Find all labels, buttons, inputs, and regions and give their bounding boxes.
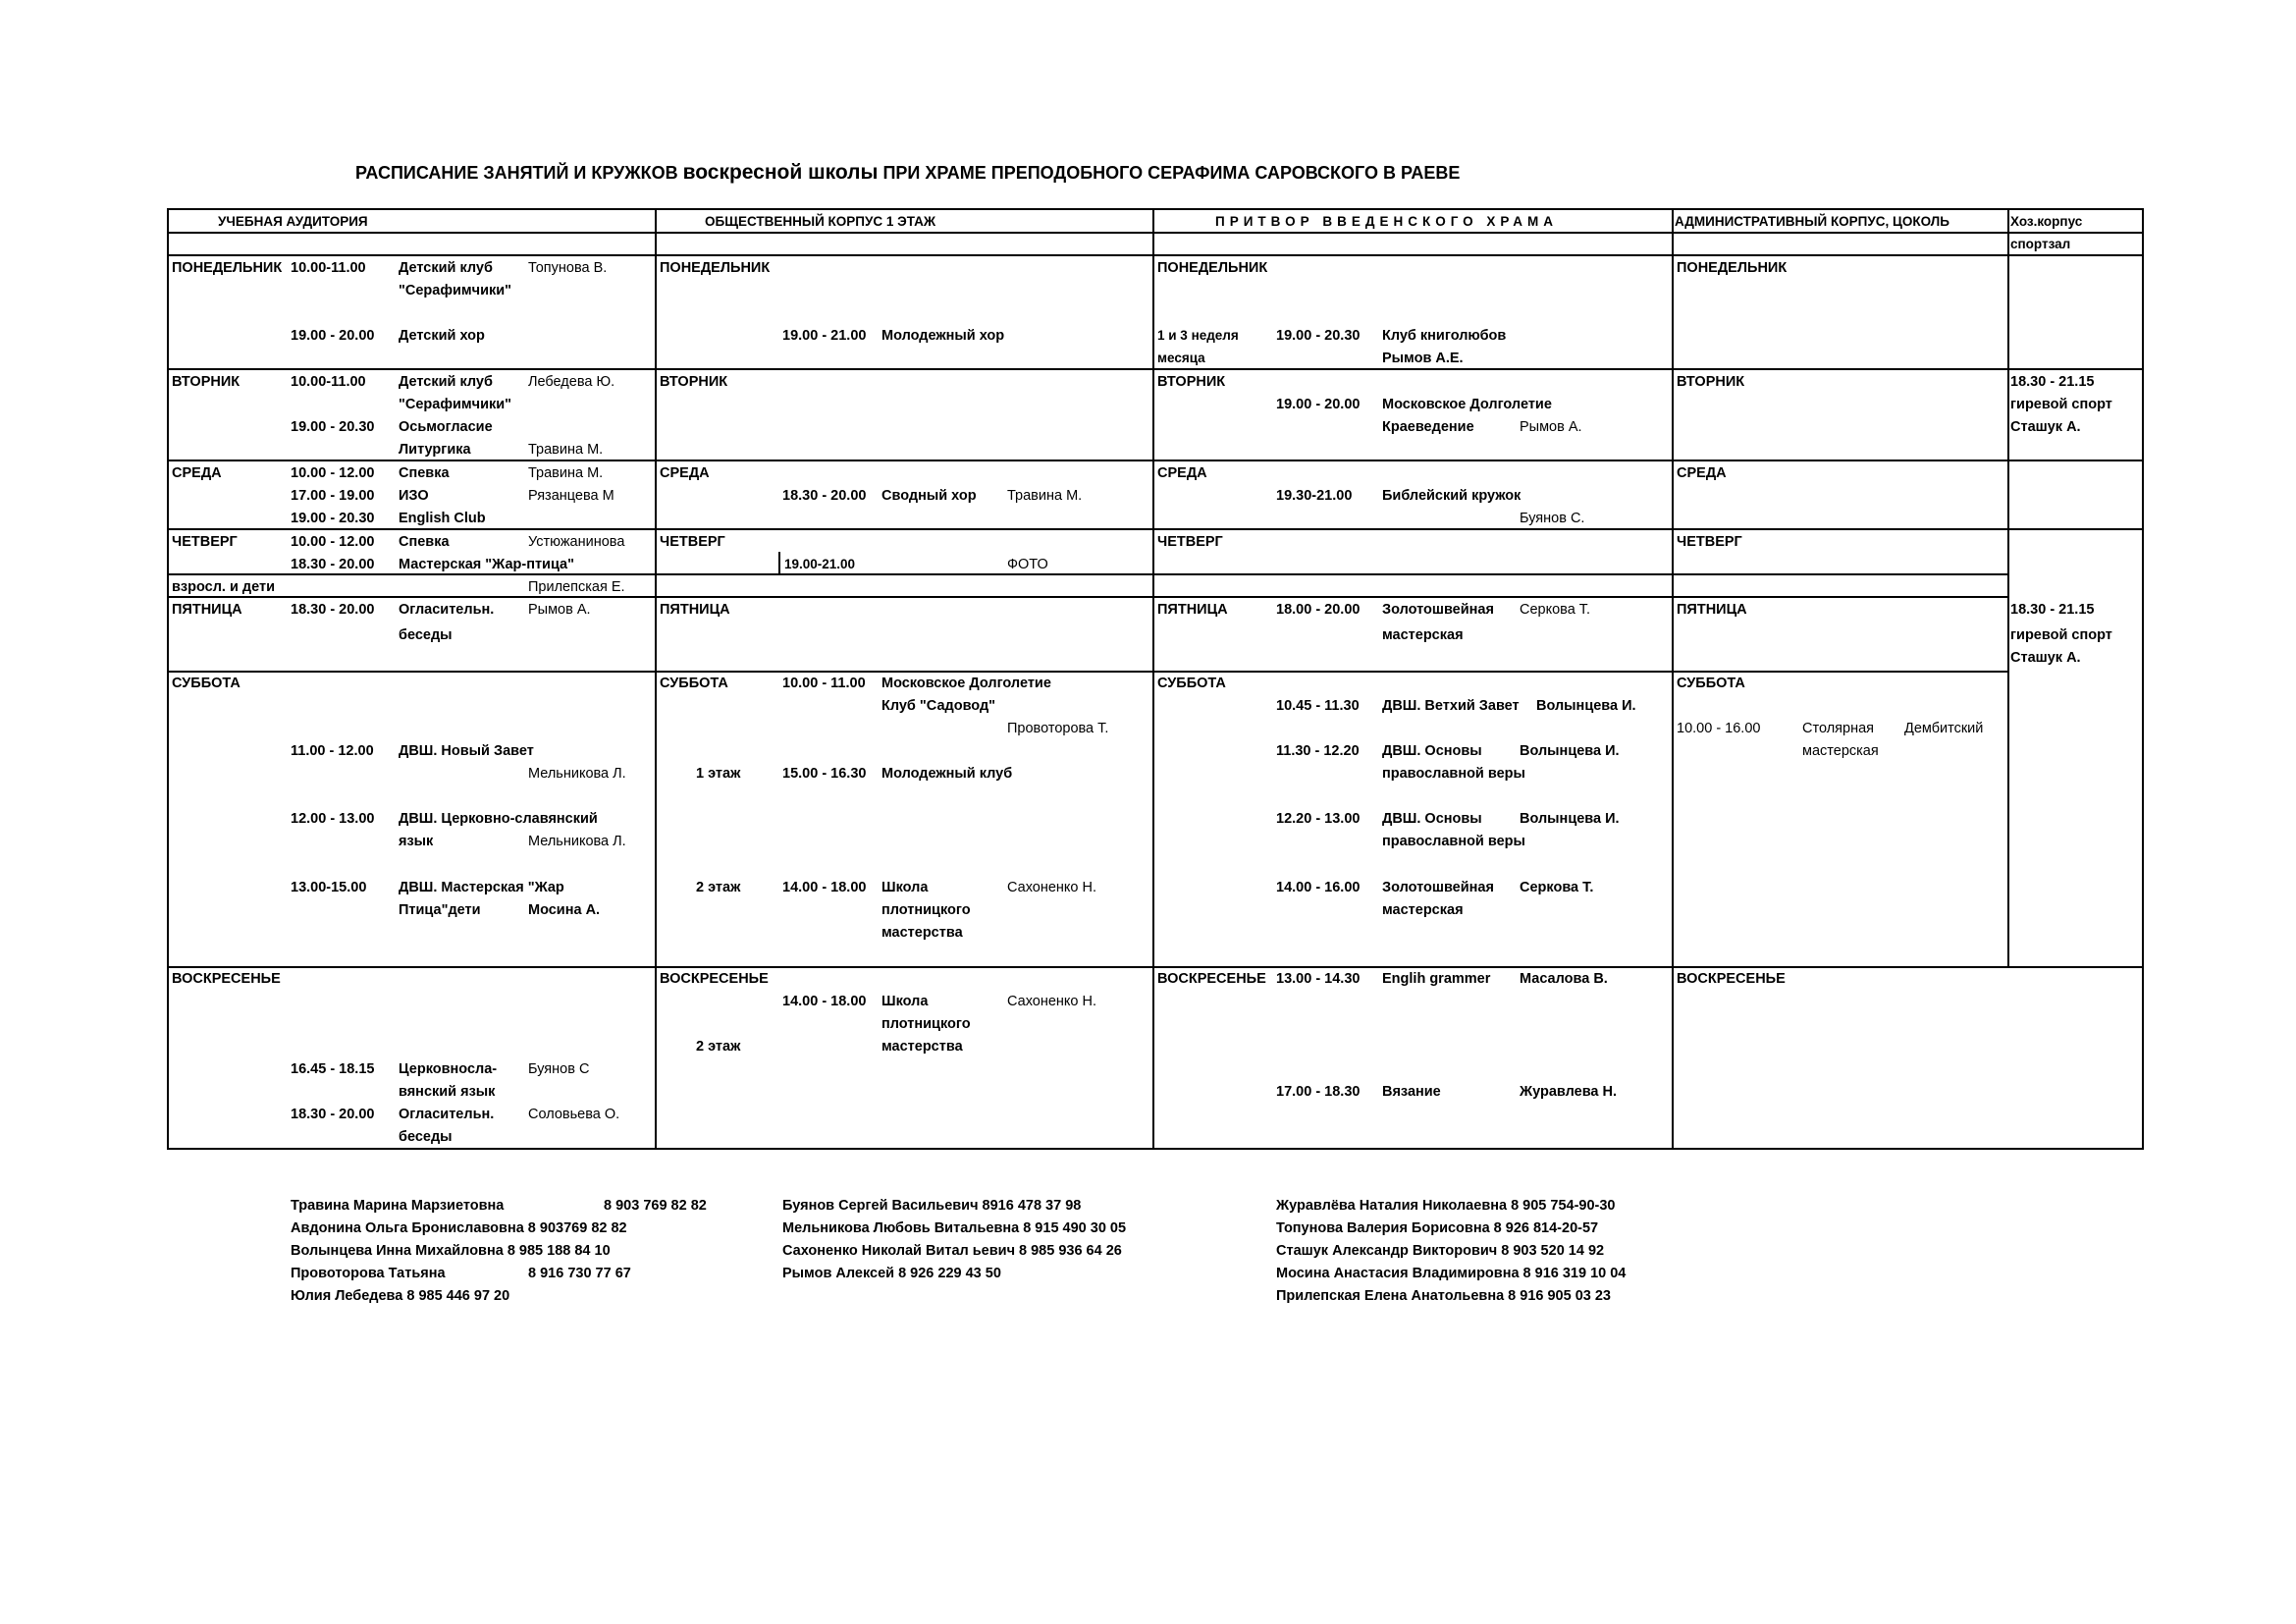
contact-line: Мосина Анастасия Владимировна 8 916 319 10 04 xyxy=(1276,1266,1627,1281)
activity: Огласительн. xyxy=(399,602,495,618)
teacher: Журавлева Н. xyxy=(1520,1084,1618,1100)
activity: Клуб "Садовод" xyxy=(881,698,996,714)
activity: ДВШ. Церковно-славянский xyxy=(399,811,598,827)
activity: ДВШ. Основы xyxy=(1382,743,1482,759)
time: 10.00 - 12.00 xyxy=(291,465,375,481)
activity: беседы xyxy=(399,627,453,643)
time: 12.00 - 13.00 xyxy=(291,811,375,827)
time: 19.00 - 20.30 xyxy=(291,511,375,526)
time: 13.00-15.00 xyxy=(291,880,367,895)
contact-line: Сташук Александр Викторович 8 903 520 14 92 xyxy=(1276,1243,1605,1259)
time: 19.00 - 20.00 xyxy=(1276,397,1361,412)
day-label-monday: ПОНЕДЕЛЬНИК xyxy=(1677,260,1788,276)
contact-line: Мельникова Любовь Витальевна 8 915 490 30 05 xyxy=(782,1220,1127,1236)
activity: ДВШ. Новый Завет xyxy=(399,743,534,759)
activity: мастерская xyxy=(1382,627,1464,643)
time: 18.30 - 20.00 xyxy=(291,602,375,618)
header-col-auditorium: УЧЕБНАЯ АУДИТОРИЯ xyxy=(218,214,368,229)
activity: Спевка xyxy=(399,465,450,481)
teacher: Масалова В. xyxy=(1520,971,1608,987)
teacher: Прилепская Е. xyxy=(528,579,625,595)
activity: Осьмогласие xyxy=(399,419,493,435)
teacher: Сташук А. xyxy=(2010,650,2081,666)
day-label-tuesday: ВТОРНИК xyxy=(1677,374,1745,390)
teacher: Мельникова Л. xyxy=(528,834,626,849)
activity: Школа xyxy=(881,994,929,1009)
activity: плотницкого xyxy=(881,1016,971,1032)
time: 15.00 - 16.30 xyxy=(782,766,867,782)
grid-hline xyxy=(167,368,2144,370)
time: 18.30 - 20.00 xyxy=(291,557,375,572)
activity: Московское Долголетие xyxy=(1382,397,1552,412)
activity: Молодежный хор xyxy=(881,328,1005,344)
time: 17.00 - 18.30 xyxy=(1276,1084,1361,1100)
header-col-narthex: ПРИТВОР ВВЕДЕНСКОГО ХРАМА xyxy=(1215,214,1558,229)
header-col-utility-building: Хоз.корпус xyxy=(2010,214,2083,229)
day-label-thursday: ЧЕТВЕРГ xyxy=(1157,534,1223,550)
day-label-saturday: СУББОТА xyxy=(172,676,240,691)
teacher: Соловьева О. xyxy=(528,1107,620,1122)
activity: ИЗО xyxy=(399,488,429,504)
teacher: Мельникова Л. xyxy=(528,766,626,782)
activity: ДВШ. Ветхий Завет xyxy=(1382,698,1520,714)
teacher: Травина М. xyxy=(1007,488,1083,504)
activity: православной веры xyxy=(1382,766,1525,782)
contact-line: Сахоненко Николай Витал ьевич 8 985 936 64 26 xyxy=(782,1243,1122,1259)
time: 13.00 - 14.30 xyxy=(1276,971,1361,987)
day-label-thursday: ЧЕТВЕРГ xyxy=(172,534,238,550)
day-label-wednesday: СРЕДА xyxy=(1157,465,1207,481)
grid-hline xyxy=(167,254,2144,256)
title-part-3: ПРИ ХРАМЕ ПРЕПОДОБНОГО СЕРАФИМА САРОВСКОГО В РАЕВЕ xyxy=(878,163,1461,183)
teacher: Сахоненко Н. xyxy=(1007,994,1097,1009)
teacher: Серкова Т. xyxy=(1520,880,1594,895)
activity: Московское Долголетие xyxy=(881,676,1051,691)
day-label-friday: ПЯТНИЦА xyxy=(1157,602,1228,618)
grid-vline xyxy=(655,208,657,1149)
time: 19.30-21.00 xyxy=(1276,488,1353,504)
activity: ДВШ. Основы xyxy=(1382,811,1482,827)
grid-hline xyxy=(167,573,2007,575)
activity: Литургика xyxy=(399,442,471,458)
day-label-tuesday: ВТОРНИК xyxy=(1157,374,1226,390)
header-col-gym: спортзал xyxy=(2010,237,2071,251)
time: 10.00-11.00 xyxy=(291,260,366,276)
day-label-monday: ПОНЕДЕЛЬНИК xyxy=(1157,260,1268,276)
activity: "Серафимчики" xyxy=(399,283,512,298)
time: 12.20 - 13.00 xyxy=(1276,811,1361,827)
activity: язык xyxy=(399,834,434,849)
activity: Детский клуб xyxy=(399,374,493,390)
activity: "Серафимчики" xyxy=(399,397,512,412)
activity: мастерства xyxy=(881,1039,963,1055)
teacher: Топунова В. xyxy=(528,260,608,276)
contact-line: Топунова Валерия Борисовна 8 926 814-20-57 xyxy=(1276,1220,1599,1236)
time: 17.00 - 19.00 xyxy=(291,488,375,504)
activity: Птица"дети xyxy=(399,902,481,918)
contact-line: Прилепская Елена Анатольевна 8 916 905 03 23 xyxy=(1276,1288,1611,1304)
day-label-sunday: ВОСКРЕСЕНЬЕ xyxy=(1677,971,1786,987)
day-label-wednesday: СРЕДА xyxy=(1677,465,1727,481)
grid-vline xyxy=(167,208,169,1149)
day-label-wednesday: СРЕДА xyxy=(172,465,222,481)
floor-label: 2 этаж xyxy=(696,880,741,895)
day-label-friday: ПЯТНИЦА xyxy=(1677,602,1747,618)
activity: гиревой спорт xyxy=(2010,627,2112,643)
activity: мастерская xyxy=(1382,902,1464,918)
grid-hline xyxy=(167,460,2144,461)
teacher: Серкова Т. xyxy=(1520,602,1591,618)
activity: Краеведение xyxy=(1382,419,1474,435)
time: 11.00 - 12.00 xyxy=(291,743,374,759)
teacher: Волынцева И. xyxy=(1520,811,1620,827)
contact-line: Журавлёва Наталия Николаевна 8 905 754-90-30 xyxy=(1276,1198,1616,1214)
day-label-thursday: ЧЕТВЕРГ xyxy=(660,534,725,550)
grid-vline xyxy=(1152,208,1154,1149)
activity: Мастерская "Жар-птица" xyxy=(399,557,574,572)
activity: Вязание xyxy=(1382,1084,1441,1100)
contact-line: Рымов Алексей 8 926 229 43 50 xyxy=(782,1266,1001,1281)
teacher: Буянов С xyxy=(528,1061,590,1077)
time: 10.00 - 11.00 xyxy=(782,676,866,691)
grid-hline xyxy=(167,1148,2144,1150)
teacher: Мосина А. xyxy=(528,902,601,918)
activity: Сводный хор xyxy=(881,488,977,504)
time: 19.00 - 21.00 xyxy=(782,328,867,344)
grid-hline xyxy=(167,671,2007,673)
contact-line: Юлия Лебедева 8 985 446 97 20 xyxy=(291,1288,510,1304)
day-label-tuesday: ВТОРНИК xyxy=(172,374,240,390)
teacher: Лебедева Ю. xyxy=(528,374,615,390)
teacher: Рымов А. xyxy=(528,602,591,618)
title-part-2: воскресной школы xyxy=(682,161,879,184)
teacher: Травина М. xyxy=(528,442,604,458)
activity: Спевка xyxy=(399,534,450,550)
day-label-sunday: ВОСКРЕСЕНЬЕ xyxy=(172,971,281,987)
grid-hline xyxy=(167,596,2007,598)
contact-line: Волынцева Инна Михайловна 8 985 188 84 10 xyxy=(291,1243,611,1259)
grid-vline xyxy=(778,552,780,573)
teacher: Рязанцева М xyxy=(528,488,614,504)
activity: православной веры xyxy=(1382,834,1525,849)
teacher: Провоторова Т. xyxy=(1007,721,1109,736)
day-label-monday: ПОНЕДЕЛЬНИК xyxy=(172,260,283,276)
grid-hline xyxy=(167,966,2144,968)
header-col-admin-building: АДМИНИСТРАТИВНЫЙ КОРПУС, ЦОКОЛЬ xyxy=(1675,214,1949,229)
time: 10.00 - 12.00 xyxy=(291,534,375,550)
activity: вянский язык xyxy=(399,1084,496,1100)
time: 18.30 - 21.15 xyxy=(2010,374,2095,390)
day-label-sunday: ВОСКРЕСЕНЬЕ xyxy=(660,971,769,987)
grid-hline xyxy=(167,232,2144,234)
teacher: Буянов С. xyxy=(1520,511,1585,526)
activity: Школа xyxy=(881,880,929,895)
teacher: Сахоненко Н. xyxy=(1007,880,1097,895)
day-label-saturday: СУББОТА xyxy=(1157,676,1226,691)
day-label-friday: ПЯТНИЦА xyxy=(172,602,242,618)
day-label-saturday: СУББОТА xyxy=(660,676,728,691)
time: 19.00-21.00 xyxy=(784,557,856,571)
day-label-saturday: СУББОТА xyxy=(1677,676,1745,691)
time: 14.00 - 18.00 xyxy=(782,994,867,1009)
week-note: 1 и 3 неделя xyxy=(1157,328,1239,343)
time: 18.30 - 20.00 xyxy=(291,1107,375,1122)
activity: Клуб книголюбов xyxy=(1382,328,1507,344)
time: 19.00 - 20.30 xyxy=(1276,328,1361,344)
contact-line: Травина Марина Марзиетовна xyxy=(291,1198,505,1214)
activity: Детский клуб xyxy=(399,260,493,276)
floor-label: 2 этаж xyxy=(696,1039,741,1055)
time: 14.00 - 16.00 xyxy=(1276,880,1361,895)
activity: Золотошвейная xyxy=(1382,602,1494,618)
teacher: Рымов А.Е. xyxy=(1382,351,1464,366)
activity: Столярная xyxy=(1802,721,1874,736)
day-label-friday: ПЯТНИЦА xyxy=(660,602,730,618)
day-label-thursday: ЧЕТВЕРГ xyxy=(1677,534,1742,550)
activity: беседы xyxy=(399,1129,453,1145)
activity: English Club xyxy=(399,511,486,526)
contact-line: Буянов Сергей Васильевич 8916 478 37 98 xyxy=(782,1198,1082,1214)
activity: Церковносла- xyxy=(399,1061,498,1077)
time: 14.00 - 18.00 xyxy=(782,880,867,895)
teacher: Волынцева И. xyxy=(1520,743,1620,759)
contact-phone: 8 903 769 82 82 xyxy=(604,1198,707,1214)
grid-vline xyxy=(2007,208,2009,967)
time: 10.00 - 16.00 xyxy=(1677,721,1761,736)
grid-vline xyxy=(1672,208,1674,1149)
contact-line: Авдонина Ольга Брониславовна 8 903769 82 82 xyxy=(291,1220,627,1236)
activity: мастерства xyxy=(881,925,963,941)
time: 18.30 - 21.15 xyxy=(2010,602,2095,618)
activity: мастерская xyxy=(1802,743,1879,759)
activity: ФОТО xyxy=(1007,557,1048,572)
activity: плотницкого xyxy=(881,902,971,918)
activity: Золотошвейная xyxy=(1382,880,1494,895)
time: 10.45 - 11.30 xyxy=(1276,698,1360,714)
time: 18.30 - 20.00 xyxy=(782,488,867,504)
activity: ДВШ. Мастерская "Жар xyxy=(399,880,564,895)
teacher: Сташук А. xyxy=(2010,419,2081,435)
time: 19.00 - 20.00 xyxy=(291,328,375,344)
day-label-wednesday: СРЕДА xyxy=(660,465,710,481)
activity: Englih grammer xyxy=(1382,971,1491,987)
teacher: Устюжанинова xyxy=(528,534,625,550)
page-title xyxy=(355,161,1460,185)
contact-line: Провоторова Татьяна xyxy=(291,1266,446,1281)
day-label-sunday: ВОСКРЕСЕНЬЕ xyxy=(1157,971,1266,987)
contact-phone: 8 916 730 77 67 xyxy=(528,1266,631,1281)
time: 10.00-11.00 xyxy=(291,374,366,390)
day-label-tuesday: ВТОРНИК xyxy=(660,374,728,390)
grid-hline xyxy=(167,208,2144,210)
time: 11.30 - 12.20 xyxy=(1276,743,1360,759)
time: 19.00 - 20.30 xyxy=(291,419,375,435)
activity: Огласительн. xyxy=(399,1107,495,1122)
age-note: взросл. и дети xyxy=(172,579,276,595)
time: 16.45 - 18.15 xyxy=(291,1061,375,1077)
activity: гиревой спорт xyxy=(2010,397,2112,412)
activity: Молодежный клуб xyxy=(881,766,1013,782)
teacher: Травина М. xyxy=(528,465,604,481)
activity: Детский хор xyxy=(399,328,485,344)
activity: Библейский кружок xyxy=(1382,488,1522,504)
teacher: Дембитский xyxy=(1904,721,1984,736)
header-col-public-building: ОБЩЕСТВЕННЫЙ КОРПУС 1 ЭТАЖ xyxy=(705,214,936,229)
time: 18.00 - 20.00 xyxy=(1276,602,1361,618)
week-note: месяца xyxy=(1157,351,1205,365)
teacher: Рымов А. xyxy=(1520,419,1582,435)
day-label-monday: ПОНЕДЕЛЬНИК xyxy=(660,260,771,276)
floor-label: 1 этаж xyxy=(696,766,741,782)
teacher: Волынцева И. xyxy=(1536,698,1636,714)
title-part-1: РАСПИСАНИЕ ЗАНЯТИЙ И КРУЖКОВ xyxy=(355,163,683,183)
grid-vline xyxy=(2142,208,2144,1149)
grid-hline xyxy=(167,528,2144,530)
